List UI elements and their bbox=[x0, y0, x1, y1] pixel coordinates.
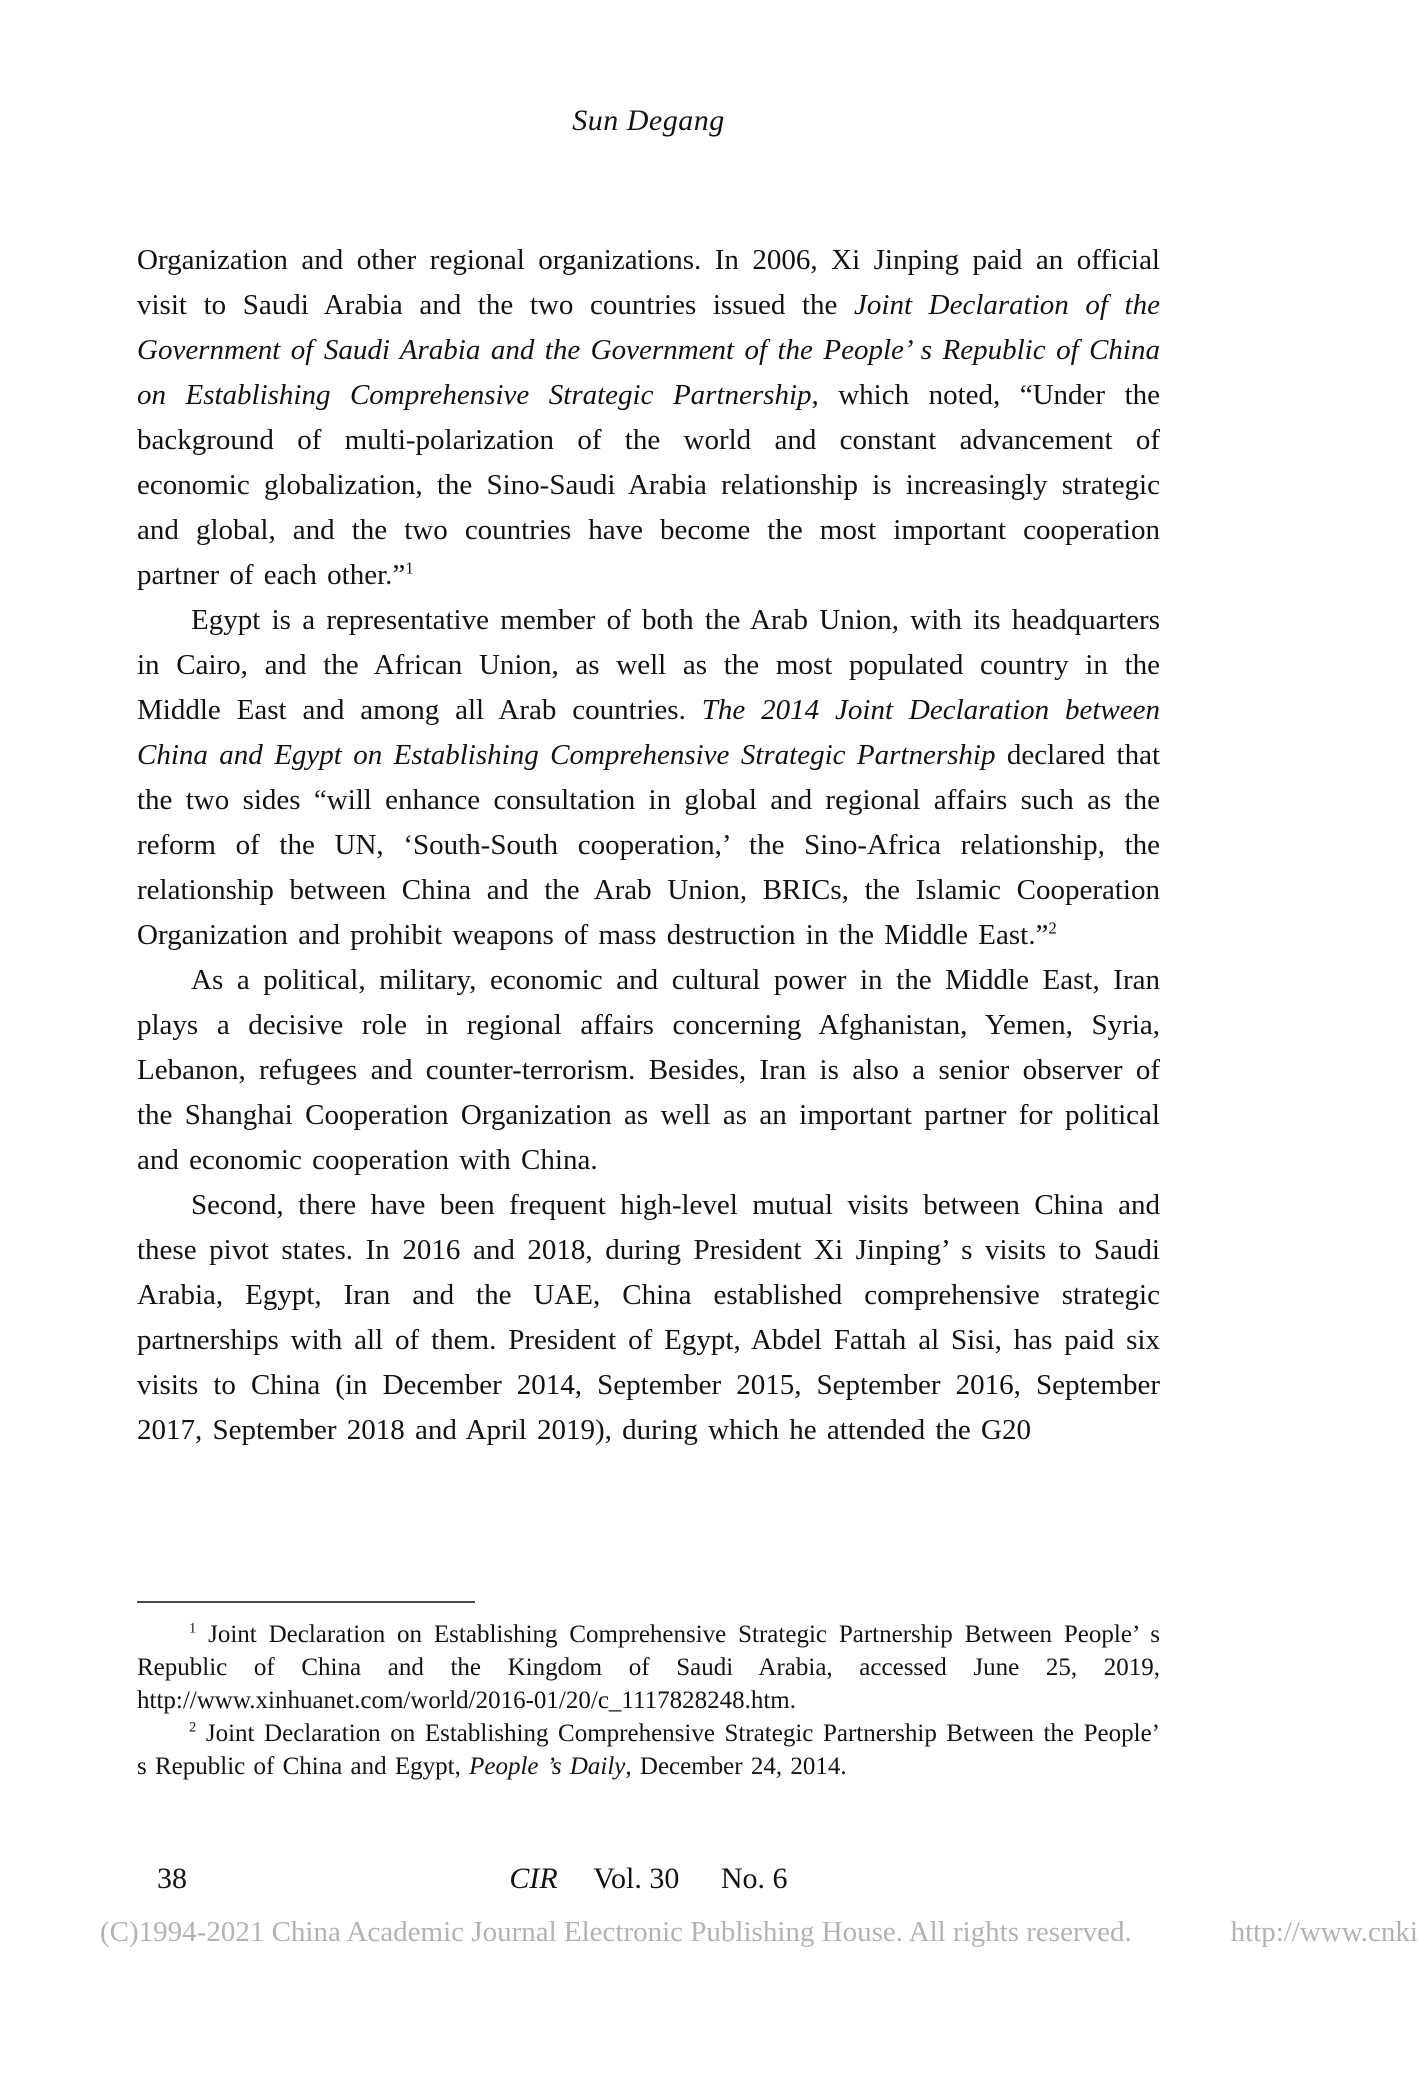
text-run: As a political, military, economic and cultural power in the Middle East, Iran plays a decisive role in regional affairs concerning Afghanistan, Yemen, Syria, Lebanon, refugees and counter-terrorism. Besides, Iran is also a senior observer of the Shanghai Cooperation Organization as well as an important partner for political and economic cooperation with China. bbox=[137, 964, 1160, 1176]
page-footer bbox=[137, 1862, 1160, 1896]
journal-line bbox=[137, 1862, 1160, 1896]
footnote-marker: 2 bbox=[1048, 918, 1057, 938]
text-run: , December 24, 2014. bbox=[625, 1753, 847, 1780]
footnote-marker: 1 bbox=[189, 1620, 197, 1637]
footnotes bbox=[137, 1618, 1160, 1783]
text-run: Organization and other regional organizations. In 2006, Xi Jinping paid an official visit to Saudi Arabia and the two countries issued the bbox=[137, 244, 1160, 321]
paragraph bbox=[137, 1183, 1160, 1453]
journal-issue: No. 6 bbox=[720, 1862, 788, 1895]
italic-run: People ’s Daily bbox=[469, 1753, 626, 1780]
copyright-notice bbox=[100, 1916, 1418, 1949]
text-run: Second, there have been frequent high-level mutual visits between China and these pivot states. In 2016 and 2018, during President Xi Jinping’ s visits to Saudi Arabia, Egypt, Iran and the UAE, China established comprehensive strategic partnerships with all of them. President of Egypt, Abdel Fattah al Sisi, has paid six visits to China (in December 2014, September 2015, September 2016, September 2017, September 2018 and April 2019), during which he attended the G20 bbox=[137, 1189, 1160, 1446]
paragraph bbox=[137, 958, 1160, 1183]
footnote-separator bbox=[137, 1601, 475, 1603]
italic-run: The 2014 Joint Declaration between China and Egypt on Establishing Comprehensive Strategic Partnership bbox=[137, 694, 1160, 771]
text-run: which noted, “Under the background of multi-polarization of the world and constant advancement of economic globalization, the Sino-Saudi Arabia relationship is increasingly strategic and global, and the two countries have become the most important cooperation partner of each other.” bbox=[137, 379, 1160, 591]
copyright-url: http://www.cnki bbox=[1230, 1916, 1418, 1948]
running-head-author: Sun Degang bbox=[572, 104, 725, 137]
footnote-marker: 2 bbox=[189, 1719, 197, 1736]
journal-volume: Vol. 30 bbox=[593, 1862, 680, 1895]
article-body bbox=[137, 238, 1160, 1453]
copyright-text: (C)1994-2021 China Academic Journal Electronic Publishing House. All rights reserved. bbox=[100, 1916, 1132, 1948]
journal-abbreviation: CIR bbox=[509, 1862, 558, 1895]
page-number: 38 bbox=[157, 1862, 187, 1895]
paragraph bbox=[137, 238, 1160, 598]
italic-run: Joint Declaration of the Government of Saudi Arabia and the Government of the People’ s Republic of China on Establishing Comprehensive Strategic Partnership, bbox=[137, 289, 1160, 411]
text-run: declared that the two sides “will enhance consultation in global and regional affairs such as the reform of the UN, ‘South-South cooperation,’ the Sino-Africa relationship, the relationship between China and the Arab Union, BRICs, the Islamic Cooperation Organization and prohibit weapons of mass destruction in the Middle East.” bbox=[137, 739, 1161, 951]
text-run: Joint Declaration on Establishing Comprehensive Strategic Partnership Between People’ s Republic of China and the Kingdom of Saudi Arabia, accessed June 25, 2019, http://www.xinhuanet.com/world/2016-01/20/c_1117828248.htm. bbox=[137, 1621, 1160, 1714]
footnote bbox=[137, 1618, 1160, 1717]
footnote-marker: 1 bbox=[405, 558, 414, 578]
paragraph bbox=[137, 598, 1160, 958]
text-run: Egypt is a representative member of both the Arab Union, with its headquarters in Cairo, and the African Union, as well as the most populated country in the Middle East and among all Arab countries. bbox=[137, 604, 1160, 726]
footnote bbox=[137, 1717, 1160, 1783]
text-run: Joint Declaration on Establishing Comprehensive Strategic Partnership Between the People’ s Republic of China and Egypt, bbox=[137, 1720, 1160, 1780]
